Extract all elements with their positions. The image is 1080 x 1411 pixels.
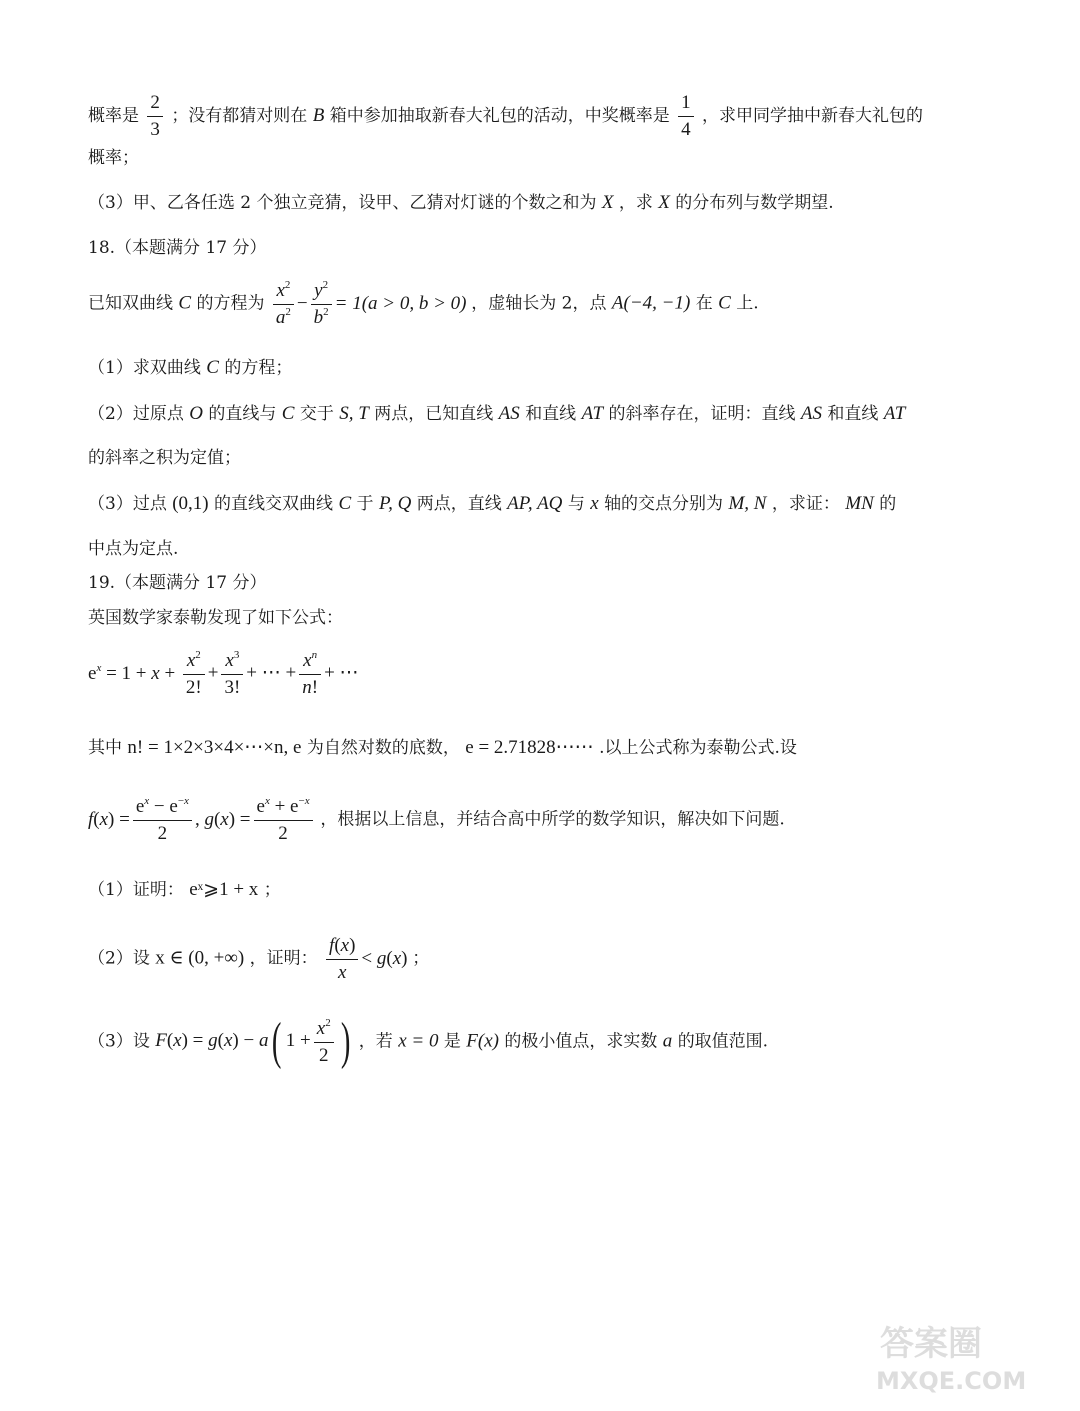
text: 的方程； [224,358,293,378]
q19-part1 [88,880,281,899]
math-var: a [662,1030,673,1052]
text: 的斜率之积为定值； [88,448,241,468]
text: 上. [736,293,759,314]
text: ，求甲同学抽中新春大礼包的 [702,105,924,126]
watermark-top: 答案圈 [880,1324,982,1364]
q19-heading [88,575,266,592]
q18-part2-cont [88,450,241,467]
fg-definition: f(x) = $\frac{e^x - e^{-x}}{2}$ , g(x) = $\frac{e^x + e^{-x}}{2}$ [88,809,320,830]
math-expr: n! = 1×2×3×4×⋯×n, e [127,737,302,758]
text: ； [412,948,430,969]
q18-part3-cont [88,541,178,558]
text: ，证明： [249,948,318,969]
text: （1）求双曲线 [88,358,201,378]
text: 箱中参加抽取新春大礼包的活动，中奖概率是 [329,105,670,126]
q18-part3 [88,494,896,513]
text: 轴的交点分别为 [604,494,724,514]
taylor-formula: $e^x = 1 + x$ + $\frac{x^2}{2!}$ + $\frac{x^3}{3!}$ + ⋯ + $\frac{x^n}{n!}$ + ⋯ [88,649,359,698]
q19-where [88,738,797,757]
numerator: 1 [678,92,694,117]
math-var: B [312,104,325,126]
fraction-one-quarter [678,92,694,141]
text: 是 [443,1031,461,1052]
math-point: (0,1) [172,493,209,514]
text: ； [263,880,281,900]
text: 和直线 [827,404,879,424]
text: 与 [567,494,585,514]
q19-part2 [88,935,429,984]
text: （2）设 [88,948,150,969]
math-var: AS [498,403,520,424]
math-var: x [590,493,599,514]
text: 的 [879,494,897,514]
math-var: C [338,493,352,514]
text: （2）过原点 [88,404,184,424]
math-var: M, N [728,493,767,514]
q18-stem [88,280,759,329]
text: （1）证明： [88,880,184,900]
math-var: O [189,403,203,424]
math-expr: F(x) [466,1030,499,1052]
text: 在 [695,293,713,314]
text: 概率； [88,148,139,168]
text: ；没有都猜对则在 [171,105,308,126]
math-var: X [658,192,670,213]
text: ，求证： [771,494,840,514]
text: 的斜率存在，证明：直线 [608,404,796,424]
text: .以上公式称为泰勒公式.设 [599,738,797,758]
text: 的极小值点，求实数 [504,1031,658,1052]
math-expr: eˣ⩾1 + x [189,879,259,900]
heading-text: 18.（本题满分 17 分） [88,238,267,258]
text: 两点，已知直线 [374,404,494,424]
text: 的取值范围. [677,1031,769,1052]
math-var: S, T [339,403,369,424]
math-var: X [601,192,614,213]
text: ，虚轴长为 2，点 [471,293,607,314]
math-var: C [281,403,295,424]
text: 的直线交双曲线 [214,494,334,514]
text: 为自然对数的底数， [306,738,460,758]
text: 中点为定点. [88,539,179,559]
text: 和直线 [525,404,577,424]
math-var: MN [845,493,874,514]
q19-intro [88,610,343,627]
watermark-bottom: MXQE.COM [876,1367,1027,1395]
numerator: 2 [147,92,163,117]
fraction-two-thirds [147,92,163,141]
text: 英国数学家泰勒发现了如下公式： [88,608,343,628]
heading-text: 19.（本题满分 17 分） [88,573,267,593]
math-var: C [178,292,192,314]
text: ，若 [358,1031,393,1052]
text: （3）过点 [88,494,167,514]
text: 概率是 [88,105,139,126]
math-var: AT [581,403,604,424]
math-var: AT [883,403,906,424]
q19-definition [88,796,785,845]
q18-part1 [88,358,292,377]
text: ，求 [618,193,653,213]
inequality: $\frac{f(x)}{x}$ < g(x) [323,948,412,969]
text: 已知双曲线 [88,293,173,314]
q17-continuation-line2 [88,150,139,167]
text: ，根据以上信息，并结合高中所学的数学知识，解决如下问题. [320,809,785,830]
q17-part3 [88,193,834,212]
denominator: 3 [150,118,160,140]
math-var: P, Q [378,493,412,514]
watermark-logo [872,1315,1052,1395]
text: 其中 [88,738,122,758]
text: 于 [356,494,374,514]
equation-tail: = 1(a > 0, b > 0) [334,292,467,314]
math-point: A(−4, −1) [611,292,691,314]
text: 的直线与 [208,404,277,424]
math-expr: x = 0 [398,1030,439,1052]
text: （3）甲、乙各任选 2 个独立竞猜，设甲、乙猜对灯谜的个数之和为 [88,193,597,213]
denominator: 4 [681,118,691,140]
q17-continuation-line1 [88,92,923,141]
text: 两点，直线 [416,494,502,514]
math-var: AS [800,403,822,424]
text: 的方程为 [196,293,265,314]
math-var: AP, AQ [507,493,563,514]
math-var: C [206,357,219,378]
text: 交于 [299,404,334,424]
math-expr: e = 2.71828⋯⋯ [465,737,594,758]
q18-heading [88,240,266,257]
q19-part3 [88,1013,769,1070]
q18-part2 [88,404,905,423]
math-expr: x ∈ (0, +∞) [155,947,245,969]
text: （3）设 [88,1031,150,1052]
hyperbola-equation: $\frac{x^2}{a^2}$ − $\frac{y^2}{b^2}$ = 1(a > 0, b > 0) [270,293,471,314]
math-var: C [718,292,731,314]
text: 的分布列与数学期望. [675,193,834,213]
F-definition: F(x) = g(x) − a( 1 + $\frac{x^2}{2}$ ) [155,1013,351,1070]
